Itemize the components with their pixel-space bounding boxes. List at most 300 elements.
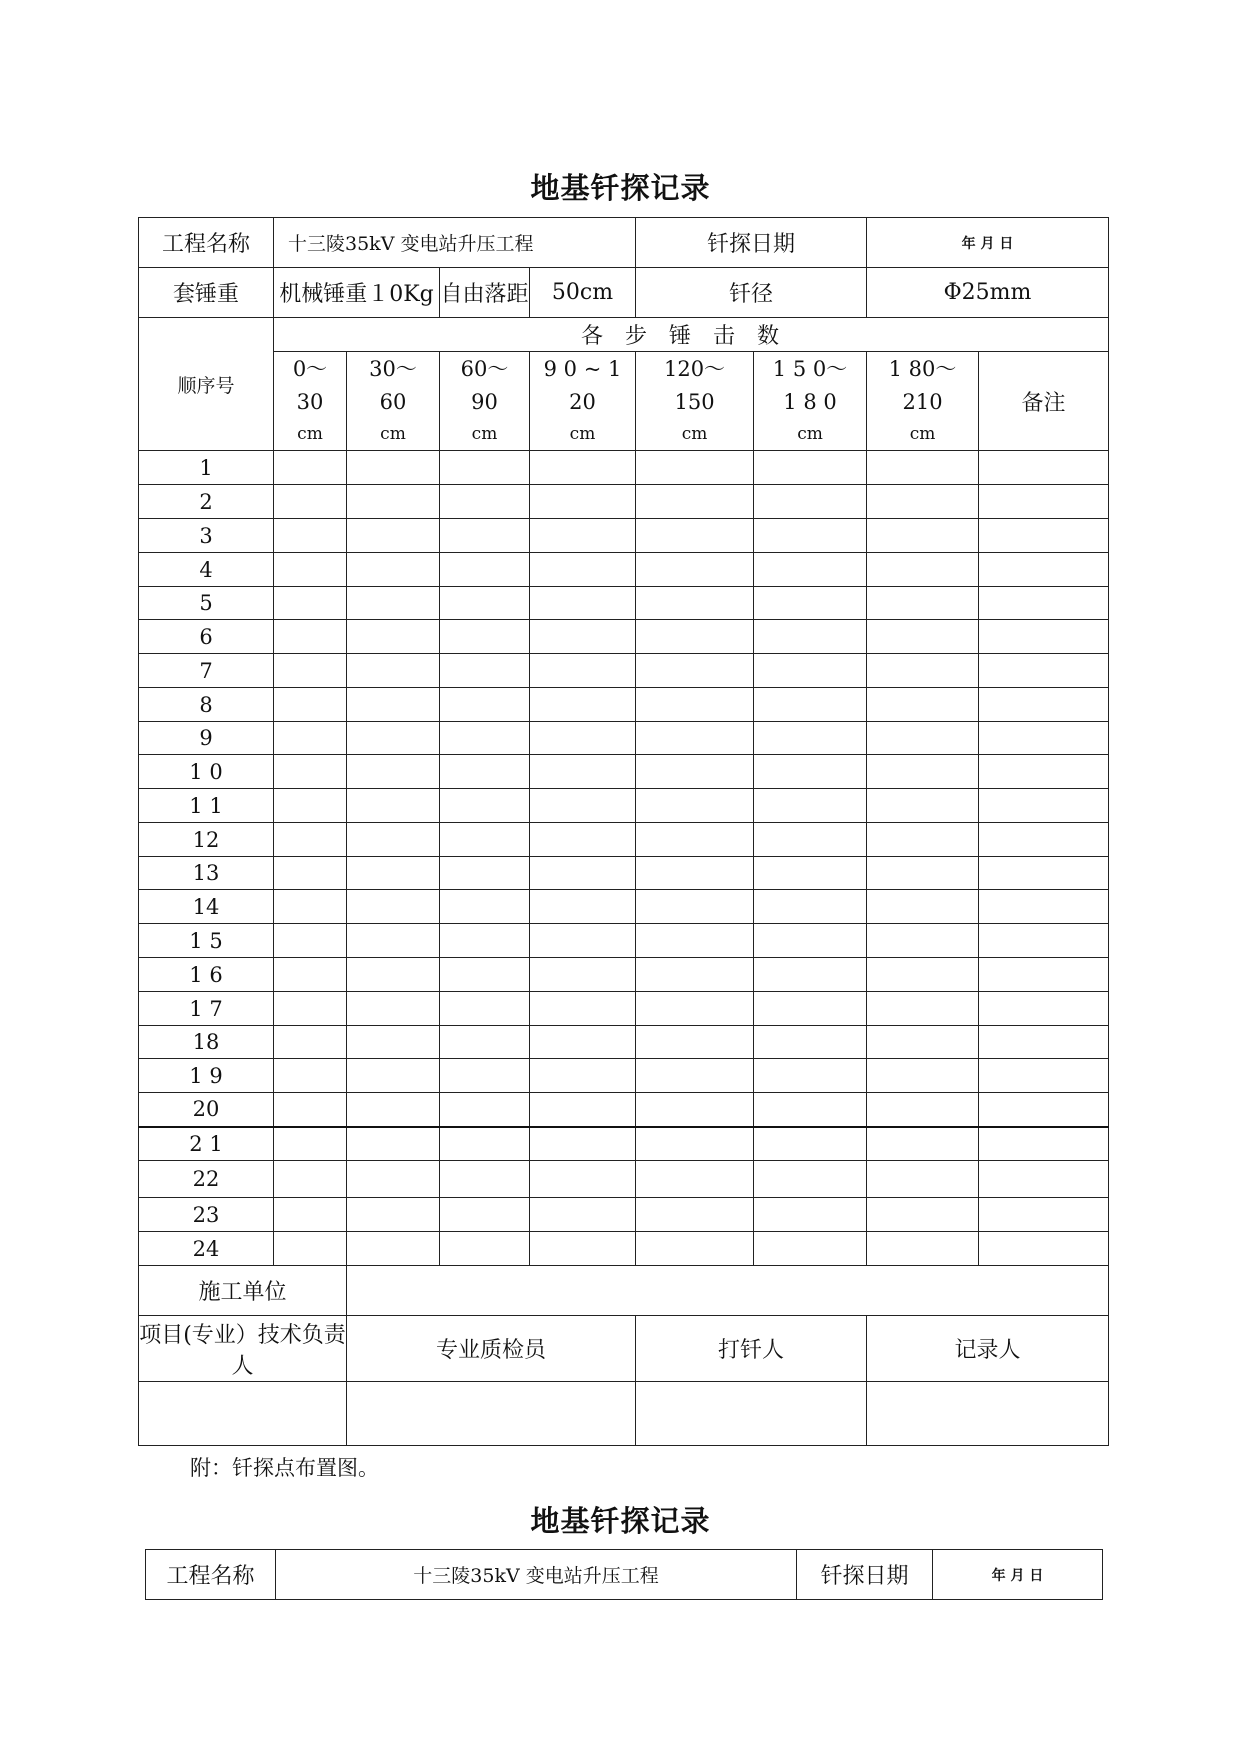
blow-count-cell[interactable] bbox=[274, 722, 347, 755]
depth-range-start: 1 80～ bbox=[888, 357, 957, 381]
blow-count-cell[interactable] bbox=[440, 789, 530, 823]
steps-label: 各步锤击数 bbox=[274, 318, 1109, 352]
blow-count-cell[interactable] bbox=[530, 654, 636, 688]
blow-count-cell[interactable] bbox=[636, 485, 754, 519]
second-date-field[interactable]: 年 月 日 bbox=[933, 1550, 1103, 1600]
qc-inspector-label: 专业质检员 bbox=[347, 1316, 636, 1382]
remark-cell[interactable] bbox=[979, 451, 1109, 485]
blow-count-cell[interactable] bbox=[530, 992, 636, 1026]
remark-cell[interactable] bbox=[979, 1232, 1109, 1266]
blow-count-cell[interactable] bbox=[274, 992, 347, 1026]
row-number: 5 bbox=[139, 587, 274, 620]
table-row bbox=[139, 485, 1109, 519]
blow-count-cell[interactable] bbox=[530, 890, 636, 924]
blow-count-cell[interactable] bbox=[867, 857, 979, 890]
remark-cell[interactable] bbox=[979, 890, 1109, 924]
second-project-name-field[interactable]: 十三陵35kV 变电站升压工程 bbox=[276, 1550, 797, 1600]
table-row bbox=[139, 587, 1109, 620]
blow-count-cell[interactable] bbox=[530, 1161, 636, 1198]
hammer-weight-field[interactable]: 机械锤重１0Kg bbox=[274, 268, 440, 318]
blow-count-cell[interactable] bbox=[636, 857, 754, 890]
depth-unit: cm bbox=[569, 424, 596, 444]
depth-unit: cm bbox=[471, 424, 498, 444]
diameter-label: 钎径 bbox=[636, 268, 867, 318]
depth-range-start: 120～ bbox=[663, 357, 726, 381]
row-number: 1 7 bbox=[139, 992, 274, 1026]
blow-count-cell[interactable] bbox=[867, 688, 979, 722]
blow-count-cell[interactable] bbox=[754, 1161, 867, 1198]
depth-range-start: 1 5 0～ bbox=[772, 357, 848, 381]
blow-count-cell[interactable] bbox=[347, 1127, 440, 1161]
remark-cell[interactable] bbox=[979, 688, 1109, 722]
blow-count-cell[interactable] bbox=[274, 857, 347, 890]
blow-count-cell[interactable] bbox=[636, 823, 754, 857]
blow-count-cell[interactable] bbox=[867, 451, 979, 485]
project-row bbox=[139, 218, 1109, 268]
row-number: 1 9 bbox=[139, 1059, 274, 1093]
depth-range-start: 30～ bbox=[369, 357, 417, 381]
blow-count-cell[interactable] bbox=[274, 1093, 347, 1127]
blow-count-cell[interactable] bbox=[440, 1026, 530, 1059]
blow-count-cell[interactable] bbox=[636, 890, 754, 924]
blow-count-cell[interactable] bbox=[530, 722, 636, 755]
blow-count-cell[interactable] bbox=[754, 958, 867, 992]
row-number: 4 bbox=[139, 553, 274, 587]
blow-count-cell[interactable] bbox=[347, 654, 440, 688]
driller-label: 打钎人 bbox=[636, 1316, 867, 1382]
row-number: 1 5 bbox=[139, 924, 274, 958]
depth-unit: cm bbox=[909, 424, 936, 444]
blow-count-cell[interactable] bbox=[274, 1059, 347, 1093]
remark-cell[interactable] bbox=[979, 1198, 1109, 1232]
blow-count-cell[interactable] bbox=[636, 924, 754, 958]
blow-count-cell[interactable] bbox=[754, 857, 867, 890]
remark-cell[interactable] bbox=[979, 722, 1109, 755]
blow-count-cell[interactable] bbox=[440, 688, 530, 722]
blow-count-cell[interactable] bbox=[440, 654, 530, 688]
blow-count-cell[interactable] bbox=[754, 1198, 867, 1232]
row-number: 1 0 bbox=[139, 755, 274, 789]
blow-count-cell[interactable] bbox=[347, 587, 440, 620]
blow-count-cell[interactable] bbox=[754, 1026, 867, 1059]
row-number: 14 bbox=[139, 890, 274, 924]
blow-count-cell[interactable] bbox=[867, 924, 979, 958]
tech-lead-signature[interactable] bbox=[139, 1382, 347, 1446]
row-number: 23 bbox=[139, 1198, 274, 1232]
blow-count-cell[interactable] bbox=[440, 587, 530, 620]
table-row bbox=[139, 1093, 1109, 1127]
blow-count-cell[interactable] bbox=[754, 755, 867, 789]
blow-count-cell[interactable] bbox=[274, 485, 347, 519]
blow-count-cell[interactable] bbox=[636, 958, 754, 992]
blow-count-cell[interactable] bbox=[867, 1026, 979, 1059]
blow-count-cell[interactable] bbox=[754, 722, 867, 755]
footnote: 附：钎探点布置图。 bbox=[190, 1456, 379, 1480]
row-number: 7 bbox=[139, 654, 274, 688]
table-row bbox=[139, 1161, 1109, 1198]
blow-count-cell[interactable] bbox=[867, 992, 979, 1026]
blow-count-cell[interactable] bbox=[636, 1161, 754, 1198]
blow-count-cell[interactable] bbox=[867, 1232, 979, 1266]
blow-count-cell[interactable] bbox=[867, 823, 979, 857]
row-number: 6 bbox=[139, 620, 274, 654]
blow-count-cell[interactable] bbox=[530, 823, 636, 857]
table-row bbox=[139, 890, 1109, 924]
sequence-label: 顺序号 bbox=[139, 318, 274, 451]
depth-range-end: 1 8 0 bbox=[783, 390, 837, 414]
blow-count-cell[interactable] bbox=[530, 620, 636, 654]
depth-unit: cm bbox=[797, 424, 823, 444]
blow-count-cell[interactable] bbox=[754, 924, 867, 958]
blow-count-cell[interactable] bbox=[867, 755, 979, 789]
blow-count-cell[interactable] bbox=[754, 553, 867, 587]
remark-cell[interactable] bbox=[979, 1093, 1109, 1127]
table-row bbox=[139, 789, 1109, 823]
remark-header: 备注 bbox=[979, 352, 1109, 451]
blow-count-cell[interactable] bbox=[274, 451, 347, 485]
blow-count-cell[interactable] bbox=[274, 958, 347, 992]
blow-count-cell[interactable] bbox=[530, 519, 636, 553]
blow-count-cell[interactable] bbox=[754, 451, 867, 485]
blow-count-cell[interactable] bbox=[530, 1059, 636, 1093]
blow-count-cell[interactable] bbox=[440, 553, 530, 587]
blow-count-cell[interactable] bbox=[274, 654, 347, 688]
blow-count-cell[interactable] bbox=[867, 485, 979, 519]
blow-count-cell[interactable] bbox=[530, 755, 636, 789]
blow-count-cell[interactable] bbox=[636, 722, 754, 755]
blow-count-cell[interactable] bbox=[347, 992, 440, 1026]
blow-count-cell[interactable] bbox=[347, 1026, 440, 1059]
remark-cell[interactable] bbox=[979, 823, 1109, 857]
blow-count-cell[interactable] bbox=[274, 553, 347, 587]
blow-count-cell[interactable] bbox=[867, 1093, 979, 1127]
table-row bbox=[139, 857, 1109, 890]
blow-count-cell[interactable] bbox=[274, 823, 347, 857]
depth-range-end: 20 bbox=[569, 390, 596, 414]
blow-count-cell[interactable] bbox=[440, 1198, 530, 1232]
remark-cell[interactable] bbox=[979, 958, 1109, 992]
blow-count-cell[interactable] bbox=[636, 587, 754, 620]
blow-count-cell[interactable] bbox=[867, 553, 979, 587]
blow-count-cell[interactable] bbox=[440, 924, 530, 958]
project-label: 工程名称 bbox=[139, 218, 274, 268]
blow-count-cell[interactable] bbox=[440, 755, 530, 789]
blow-count-cell[interactable] bbox=[440, 1093, 530, 1127]
table-row bbox=[139, 1127, 1109, 1161]
blow-count-cell[interactable] bbox=[440, 958, 530, 992]
table-row bbox=[139, 958, 1109, 992]
blow-count-cell[interactable] bbox=[867, 722, 979, 755]
row-number: 22 bbox=[139, 1161, 274, 1198]
blow-count-cell[interactable] bbox=[274, 1161, 347, 1198]
blow-count-cell[interactable] bbox=[347, 485, 440, 519]
table-row bbox=[139, 451, 1109, 485]
blow-count-cell[interactable] bbox=[636, 789, 754, 823]
blow-count-cell[interactable] bbox=[440, 519, 530, 553]
steps-header-row bbox=[139, 318, 1109, 352]
blow-count-cell[interactable] bbox=[274, 1127, 347, 1161]
row-number: 1 1 bbox=[139, 789, 274, 823]
table-row bbox=[139, 1026, 1109, 1059]
blow-count-cell[interactable] bbox=[440, 1161, 530, 1198]
remark-cell[interactable] bbox=[979, 789, 1109, 823]
remark-cell[interactable] bbox=[979, 553, 1109, 587]
probe-date-label: 钎探日期 bbox=[636, 218, 867, 268]
blow-count-cell[interactable] bbox=[530, 1093, 636, 1127]
probe-date-field[interactable]: 年 月 日 bbox=[867, 218, 1109, 268]
table-row bbox=[139, 553, 1109, 587]
depth-range-end: 210 bbox=[902, 390, 943, 414]
blow-count-cell[interactable] bbox=[440, 857, 530, 890]
second-record-table bbox=[145, 1549, 1103, 1600]
blow-count-cell[interactable] bbox=[347, 1093, 440, 1127]
row-number: 8 bbox=[139, 688, 274, 722]
hammer-label: 套锤重 bbox=[139, 268, 274, 318]
table-row bbox=[139, 654, 1109, 688]
blow-count-cell[interactable] bbox=[347, 1198, 440, 1232]
remark-cell[interactable] bbox=[979, 519, 1109, 553]
blow-count-cell[interactable] bbox=[754, 1059, 867, 1093]
table-row bbox=[139, 519, 1109, 553]
blow-count-cell[interactable] bbox=[530, 1127, 636, 1161]
blow-count-cell[interactable] bbox=[530, 789, 636, 823]
drop-label: 自由落距 bbox=[440, 268, 530, 318]
blow-count-cell[interactable] bbox=[867, 1127, 979, 1161]
blow-count-cell[interactable] bbox=[636, 1059, 754, 1093]
blow-count-cell[interactable] bbox=[530, 1026, 636, 1059]
remark-cell[interactable] bbox=[979, 1127, 1109, 1161]
blow-count-cell[interactable] bbox=[440, 451, 530, 485]
remark-cell[interactable] bbox=[979, 992, 1109, 1026]
blow-count-cell[interactable] bbox=[530, 688, 636, 722]
depth-range-start: 60～ bbox=[460, 357, 509, 381]
blow-count-cell[interactable] bbox=[274, 587, 347, 620]
construction-unit-label: 施工单位 bbox=[139, 1266, 347, 1316]
construction-unit-field[interactable] bbox=[347, 1266, 1109, 1316]
blow-count-cell[interactable] bbox=[347, 620, 440, 654]
blow-count-cell[interactable] bbox=[530, 1232, 636, 1266]
depth-header-row bbox=[139, 352, 1109, 451]
blow-count-cell[interactable] bbox=[274, 1198, 347, 1232]
blow-count-cell[interactable] bbox=[347, 789, 440, 823]
blow-count-cell[interactable] bbox=[867, 587, 979, 620]
blow-count-cell[interactable] bbox=[347, 1232, 440, 1266]
depth-unit: cm bbox=[297, 424, 323, 444]
blow-count-cell[interactable] bbox=[636, 451, 754, 485]
blow-count-cell[interactable] bbox=[530, 1198, 636, 1232]
blow-count-cell[interactable] bbox=[754, 1127, 867, 1161]
blow-count-cell[interactable] bbox=[530, 924, 636, 958]
row-number: 1 bbox=[139, 451, 274, 485]
blow-count-cell[interactable] bbox=[347, 823, 440, 857]
blow-count-cell[interactable] bbox=[636, 992, 754, 1026]
second-page-title: 地基钎探记录 bbox=[530, 1504, 711, 1538]
second-date-label: 钎探日期 bbox=[797, 1550, 933, 1600]
blow-count-cell[interactable] bbox=[636, 755, 754, 789]
blow-count-cell[interactable] bbox=[636, 1232, 754, 1266]
blow-count-cell[interactable] bbox=[867, 1059, 979, 1093]
blow-count-cell[interactable] bbox=[530, 958, 636, 992]
project-name-field[interactable]: 十三陵35kV 变电站升压工程 bbox=[274, 218, 636, 268]
row-number: 9 bbox=[139, 722, 274, 755]
blow-count-cell[interactable] bbox=[754, 587, 867, 620]
blow-count-cell[interactable] bbox=[754, 823, 867, 857]
blow-count-cell[interactable] bbox=[530, 587, 636, 620]
blow-count-cell[interactable] bbox=[347, 451, 440, 485]
blow-count-cell[interactable] bbox=[274, 755, 347, 789]
remark-cell[interactable] bbox=[979, 587, 1109, 620]
row-number: 20 bbox=[139, 1093, 274, 1127]
table-row bbox=[139, 992, 1109, 1026]
depth-column-header bbox=[530, 352, 636, 451]
row-number: 1 6 bbox=[139, 958, 274, 992]
blow-count-cell[interactable] bbox=[440, 992, 530, 1026]
blow-count-cell[interactable] bbox=[754, 890, 867, 924]
depth-unit: cm bbox=[380, 424, 406, 444]
depth-column-header bbox=[274, 352, 347, 451]
blow-count-cell[interactable] bbox=[347, 1161, 440, 1198]
tech-lead-label: 项目(专业）技术负责人 bbox=[139, 1316, 347, 1382]
blow-count-cell[interactable] bbox=[867, 654, 979, 688]
blow-count-cell[interactable] bbox=[636, 1026, 754, 1059]
table-row bbox=[139, 924, 1109, 958]
depth-column-header bbox=[440, 352, 530, 451]
probe-record-table bbox=[138, 217, 1109, 1446]
blow-count-cell[interactable] bbox=[274, 924, 347, 958]
blow-count-cell[interactable] bbox=[347, 755, 440, 789]
blow-count-cell[interactable] bbox=[274, 519, 347, 553]
blow-count-cell[interactable] bbox=[754, 992, 867, 1026]
row-number: 2 bbox=[139, 485, 274, 519]
blow-count-cell[interactable] bbox=[636, 1127, 754, 1161]
blow-count-cell[interactable] bbox=[347, 519, 440, 553]
blow-count-cell[interactable] bbox=[867, 620, 979, 654]
depth-range-end: 90 bbox=[471, 390, 498, 414]
blow-count-cell[interactable] bbox=[867, 1161, 979, 1198]
blow-count-cell[interactable] bbox=[274, 789, 347, 823]
depth-range-start: 9 0 ~ 1 bbox=[543, 357, 622, 381]
remark-cell[interactable] bbox=[979, 654, 1109, 688]
blow-count-cell[interactable] bbox=[754, 789, 867, 823]
blow-count-cell[interactable] bbox=[530, 485, 636, 519]
blow-count-cell[interactable] bbox=[867, 519, 979, 553]
qc-inspector-signature[interactable] bbox=[347, 1382, 636, 1446]
blow-count-cell[interactable] bbox=[754, 1093, 867, 1127]
blow-count-cell[interactable] bbox=[440, 890, 530, 924]
blow-count-cell[interactable] bbox=[636, 1093, 754, 1127]
remark-cell[interactable] bbox=[979, 924, 1109, 958]
remark-cell[interactable] bbox=[979, 620, 1109, 654]
blow-count-cell[interactable] bbox=[440, 1127, 530, 1161]
blow-count-cell[interactable] bbox=[636, 1198, 754, 1232]
blow-count-cell[interactable] bbox=[754, 688, 867, 722]
driller-signature[interactable] bbox=[636, 1382, 867, 1446]
signature-label-row bbox=[139, 1316, 1109, 1382]
blow-count-cell[interactable] bbox=[347, 924, 440, 958]
construction-unit-row bbox=[139, 1266, 1109, 1316]
blow-count-cell[interactable] bbox=[636, 654, 754, 688]
blow-count-cell[interactable] bbox=[440, 722, 530, 755]
remark-cell[interactable] bbox=[979, 857, 1109, 890]
blow-count-cell[interactable] bbox=[274, 688, 347, 722]
depth-range-start: 0～ bbox=[292, 357, 328, 381]
remark-cell[interactable] bbox=[979, 485, 1109, 519]
blow-count-cell[interactable] bbox=[754, 485, 867, 519]
blow-count-cell[interactable] bbox=[347, 958, 440, 992]
blow-count-cell[interactable] bbox=[867, 890, 979, 924]
blow-count-cell[interactable] bbox=[274, 1026, 347, 1059]
blow-count-cell[interactable] bbox=[347, 890, 440, 924]
blow-count-cell[interactable] bbox=[867, 789, 979, 823]
depth-column-header bbox=[636, 352, 754, 451]
blow-count-cell[interactable] bbox=[347, 1059, 440, 1093]
recorder-signature[interactable] bbox=[867, 1382, 1109, 1446]
row-number: 2 1 bbox=[139, 1127, 274, 1161]
blow-count-cell[interactable] bbox=[530, 553, 636, 587]
remark-cell[interactable] bbox=[979, 755, 1109, 789]
blow-count-cell[interactable] bbox=[347, 553, 440, 587]
remark-cell[interactable] bbox=[979, 1059, 1109, 1093]
blow-count-cell[interactable] bbox=[530, 451, 636, 485]
table-row bbox=[139, 1232, 1109, 1266]
second-project-label: 工程名称 bbox=[146, 1550, 276, 1600]
blow-count-cell[interactable] bbox=[754, 1232, 867, 1266]
table-row bbox=[139, 620, 1109, 654]
blow-count-cell[interactable] bbox=[440, 1232, 530, 1266]
depth-column-header bbox=[347, 352, 440, 451]
depth-range-end: 150 bbox=[674, 390, 715, 414]
row-number: 12 bbox=[139, 823, 274, 857]
table-row bbox=[139, 1059, 1109, 1093]
table-row bbox=[139, 722, 1109, 755]
blow-count-cell[interactable] bbox=[274, 890, 347, 924]
blow-count-cell[interactable] bbox=[867, 1198, 979, 1232]
blow-count-cell[interactable] bbox=[274, 1232, 347, 1266]
blow-count-cell[interactable] bbox=[636, 519, 754, 553]
depth-range-end: 60 bbox=[379, 390, 407, 414]
blow-count-cell[interactable] bbox=[347, 688, 440, 722]
blow-count-cell[interactable] bbox=[440, 823, 530, 857]
blow-count-cell[interactable] bbox=[440, 1059, 530, 1093]
blow-count-cell[interactable] bbox=[347, 722, 440, 755]
remark-cell[interactable] bbox=[979, 1161, 1109, 1198]
blow-count-cell[interactable] bbox=[754, 654, 867, 688]
depth-column-header bbox=[754, 352, 867, 451]
blow-count-cell[interactable] bbox=[440, 620, 530, 654]
signature-row bbox=[139, 1382, 1109, 1446]
blow-count-cell[interactable] bbox=[347, 857, 440, 890]
diameter-field[interactable]: Φ25mm bbox=[867, 268, 1109, 318]
blow-count-cell[interactable] bbox=[530, 857, 636, 890]
blow-count-cell[interactable] bbox=[754, 620, 867, 654]
blow-count-cell[interactable] bbox=[754, 519, 867, 553]
blow-count-cell[interactable] bbox=[274, 620, 347, 654]
drop-distance-field[interactable]: 50cm bbox=[530, 268, 636, 318]
hammer-row bbox=[139, 268, 1109, 318]
blow-count-cell[interactable] bbox=[636, 620, 754, 654]
table-row bbox=[139, 1198, 1109, 1232]
blow-count-cell[interactable] bbox=[867, 958, 979, 992]
table-row bbox=[139, 688, 1109, 722]
blow-count-cell[interactable] bbox=[440, 485, 530, 519]
blow-count-cell[interactable] bbox=[636, 553, 754, 587]
depth-range-end: 30 bbox=[296, 390, 324, 414]
row-number: 3 bbox=[139, 519, 274, 553]
row-number: 13 bbox=[139, 857, 274, 890]
remark-cell[interactable] bbox=[979, 1026, 1109, 1059]
blow-count-cell[interactable] bbox=[636, 688, 754, 722]
page-title: 地基钎探记录 bbox=[530, 171, 711, 205]
